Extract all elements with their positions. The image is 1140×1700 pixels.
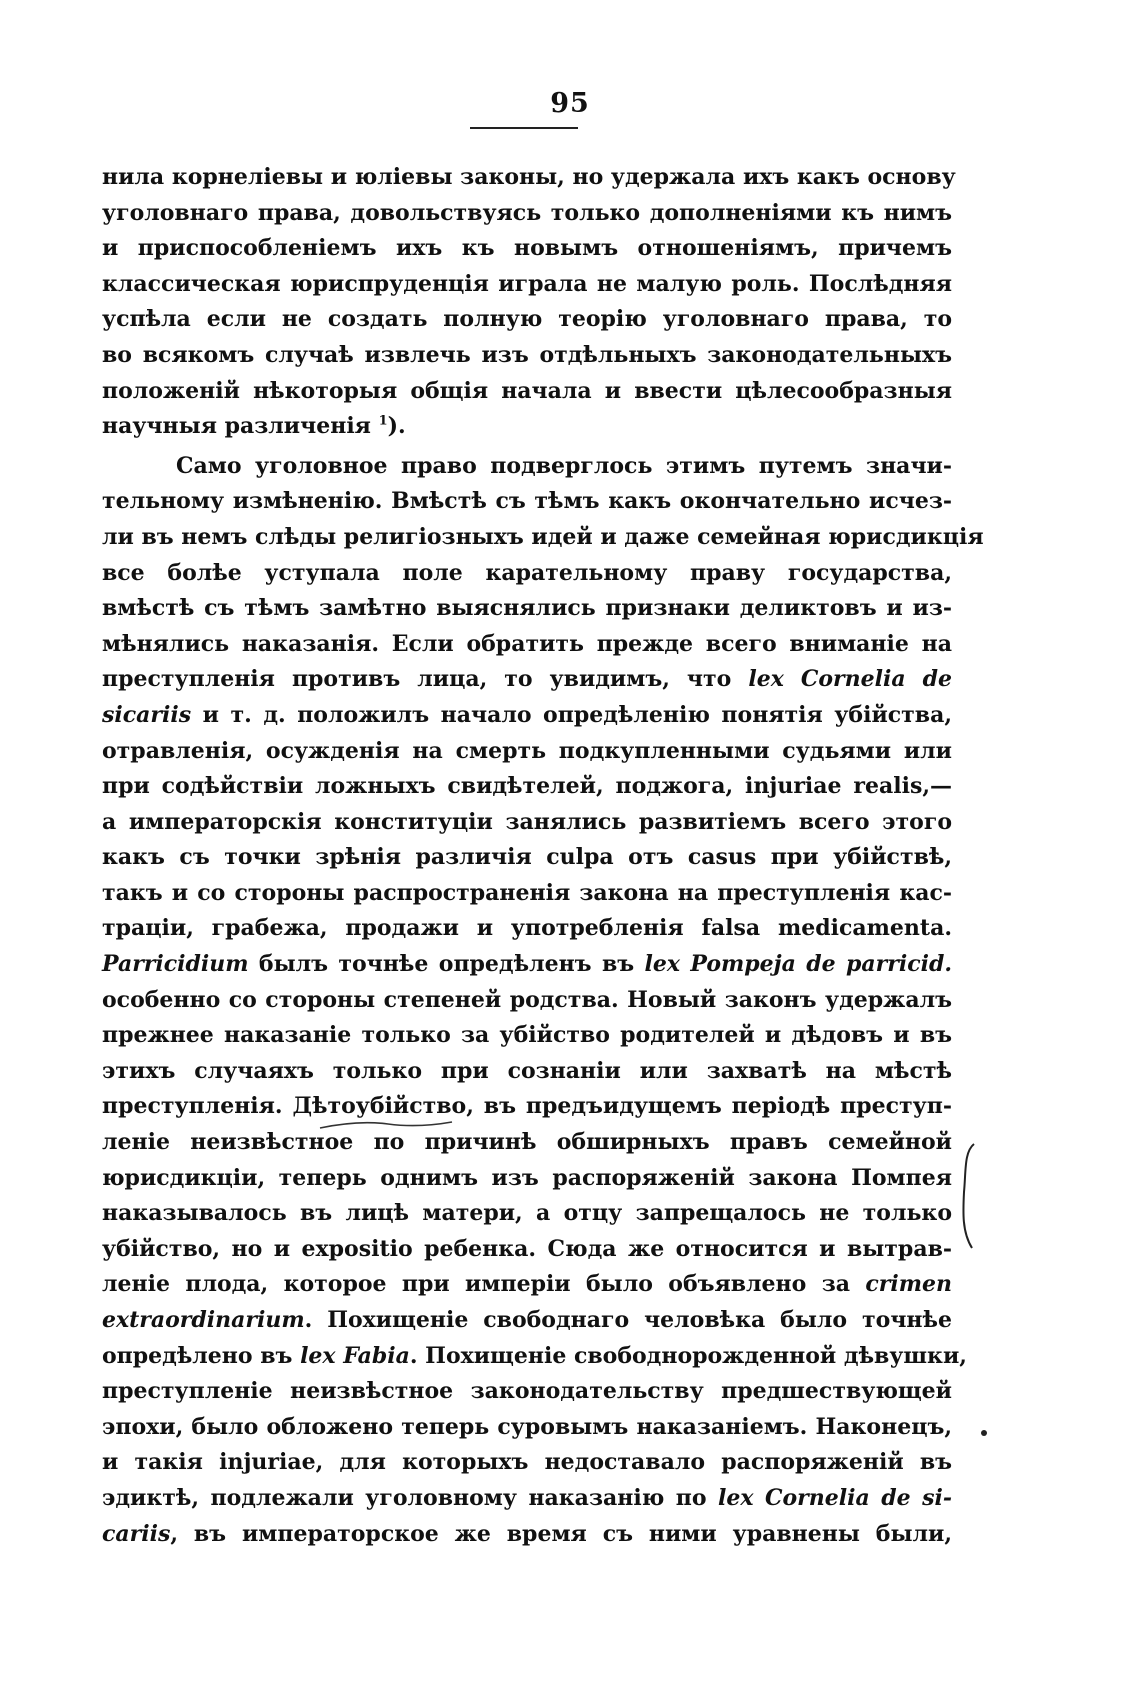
text-line: юрисдикціи, теперь однимъ изъ распоряженій закона Помпея	[102, 1164, 952, 1191]
body-text	[102, 160, 984, 1552]
text-line: и приспособленіемъ ихъ къ новымъ отношеніямъ, причемъ	[102, 235, 952, 262]
text-line: классическая юриспруденція играла не малую роль. Послѣдняя	[102, 270, 952, 297]
text-run: , въ императорское же время съ ними уравнены были,	[170, 1520, 952, 1547]
text-line	[102, 947, 952, 983]
text-line: все болѣе уступала поле карательному праву государства,	[102, 559, 952, 586]
text-line	[102, 1481, 952, 1517]
pencil-bracket-mark	[958, 1142, 980, 1252]
text-line: а императорскія конституціи занялись развитіемъ всего этого	[102, 808, 952, 835]
italic-term: Parricidium	[102, 951, 249, 978]
page-number-rule	[470, 127, 578, 129]
text-line	[102, 1339, 967, 1375]
text-line	[102, 1517, 952, 1553]
italic-term: lex Pompeja de parricid.	[644, 951, 952, 978]
italic-term: lex Fabia	[300, 1342, 410, 1369]
ink-dot-mark	[981, 1430, 987, 1436]
text-line	[102, 1303, 952, 1339]
text-line: тельному измѣненію. Вмѣстѣ съ тѣмъ какъ окончательно исчез-	[102, 488, 952, 515]
text-line: успѣла если не создать полную теорію уголовнаго права, то	[102, 306, 952, 333]
text-line	[102, 662, 952, 698]
text-line: этихъ случаяхъ только при сознаніи или захватѣ на мѣстѣ	[102, 1057, 952, 1084]
text-line	[102, 1267, 952, 1303]
italic-term: crimen	[865, 1271, 952, 1298]
text-run: былъ точнѣе опредѣленъ въ	[248, 951, 645, 978]
italic-term: lex Cornelia de si-	[718, 1484, 952, 1511]
italic-term: cariis	[102, 1520, 171, 1547]
page-number: 95	[550, 88, 590, 119]
text-line: особенно со стороны степеней родства. Новый законъ удержалъ	[102, 986, 952, 1013]
text-line: такъ и со стороны распространенія закона на преступленія кас-	[102, 879, 952, 906]
text-line: леніе неизвѣстное по причинѣ обширныхъ правъ семейной	[102, 1129, 952, 1156]
text-run: опредѣлено въ	[102, 1342, 301, 1369]
text-line: преступленія. Дѣтоубійство, въ предъидущемъ періодѣ преступ-	[102, 1093, 952, 1120]
text-run: ).	[387, 413, 406, 440]
text-line: Само уголовное право подверглось этимъ путемъ значи-	[176, 452, 952, 479]
text-line: какъ съ точки зрѣнія различія culpa отъ casus при убійствѣ,	[102, 844, 952, 871]
text-line	[102, 698, 952, 734]
text-line: и такія injuriae, для которыхъ недоставало распоряженій въ	[102, 1449, 952, 1476]
pencil-underline-mark	[318, 1118, 454, 1134]
text-run: и т. д. положилъ начало опредѣленію понятія убійства,	[191, 701, 952, 728]
text-run: преступленія противъ лица, то увидимъ, что	[102, 666, 749, 693]
text-line: вмѣстѣ съ тѣмъ замѣтно выяснялись признаки деликтовъ и из-	[102, 595, 952, 622]
text-line: отравленія, осужденія на смерть подкупленными судьями или	[102, 737, 952, 764]
text-line: убійство, но и expositio ребенка. Сюда же относится и вытрав-	[102, 1235, 952, 1262]
text-line: положеній нѣкоторыя общія начала и ввести цѣлесообразныя	[102, 377, 952, 404]
text-run: научныя различенія	[102, 413, 379, 440]
text-line: уголовнаго права, довольствуясь только дополненіями къ нимъ	[102, 199, 952, 226]
text-line: нила корнеліевы и юліевы законы, но удержала ихъ какъ основу	[102, 164, 956, 190]
text-run: . Похищеніе свободнаго человѣка было точнѣе	[304, 1307, 952, 1333]
footnote-reference[interactable]: 1	[378, 413, 388, 429]
text-line: во всякомъ случаѣ извлечь изъ отдѣльныхъ законодательныхъ	[102, 341, 952, 368]
text-run: эдиктѣ, подлежали уголовному наказанію по	[102, 1484, 719, 1511]
text-line: наказывалось въ лицѣ матери, а отцу запрещалось не только	[102, 1200, 952, 1227]
text-line: при содѣйствіи ложныхъ свидѣтелей, поджога, injuriae realis,—	[102, 773, 952, 800]
italic-term: lex Cornelia de	[748, 666, 952, 693]
italic-term: extraordinarium	[102, 1307, 305, 1333]
text-line: прежнее наказаніе только за убійство родителей и дѣдовъ и въ	[102, 1022, 952, 1049]
text-line: мѣнялись наказанія. Если обратить прежде всего вниманіе на	[102, 630, 952, 657]
italic-term: sicariis	[102, 701, 192, 728]
text-line	[102, 409, 952, 445]
text-run: леніе плода, которое при имперіи было объявлено за	[102, 1271, 866, 1298]
text-line: траціи, грабежа, продажи и употребленія falsa medicamenta.	[102, 915, 952, 942]
text-run: . Похищеніе свободнорожденной дѣвушки,	[409, 1342, 967, 1369]
text-line: эпохи, было обложено теперь суровымъ наказаніемъ. Наконецъ,	[102, 1413, 952, 1440]
text-line: ли въ немъ слѣды религіозныхъ идей и даже семейная юрисдикція	[102, 523, 984, 550]
text-line: преступленіе неизвѣстное законодательству предшествующей	[102, 1378, 952, 1405]
